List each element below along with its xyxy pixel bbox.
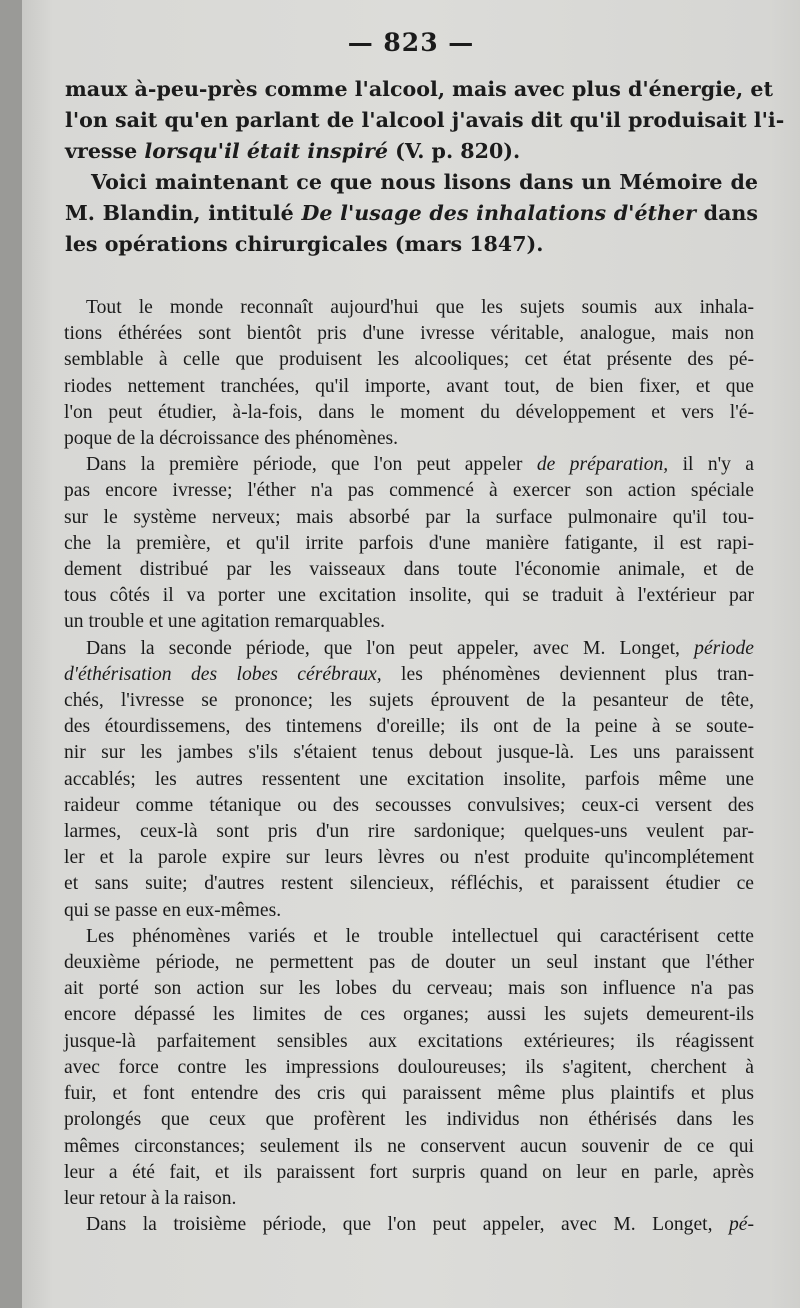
- text-line: M. Blandin, intitulé De l'usage des inhalations d'éther dans: [65, 201, 758, 225]
- italic-phrase: de préparation,: [536, 454, 669, 476]
- text-line: ait porté son action sur les lobes du cerveau; mais son influence n'a pas: [64, 978, 754, 1000]
- text-line: chés, l'ivresse se prononce; les sujets éprouvent de la pesanteur de tête,: [64, 690, 754, 712]
- text-line: prolongés que ceux que profèrent les individus non éthérisés dans les: [64, 1109, 754, 1131]
- text-line: accablés; les autres ressentent une excitation insolite, parfois même une: [64, 768, 754, 790]
- text-line: qui se passe en eux-mêmes.: [64, 899, 282, 921]
- italic-phrase: lorsqu'il était inspiré: [144, 139, 388, 163]
- text-line: les opérations chirurgicales (mars 1847).: [65, 232, 544, 256]
- text-line: Dans la troisième période, que l'on peut appeler, avec M. Longet, pé-: [86, 1214, 754, 1236]
- text-line: jusque-là parfaitement sensibles aux excitations extérieures; ils réagissent: [64, 1030, 754, 1052]
- text-line: encore dépassé les limites de ces organes; aussi les sujets demeurent-ils: [64, 1004, 754, 1026]
- text-line: semblable à celle que produisent les alcooliques; cet état présente des pé-: [64, 349, 754, 371]
- text-line: l'on sait qu'en parlant de l'alcool j'avais dit qu'il produisait l'i-: [65, 108, 785, 132]
- text-line: et sans suite; d'autres restent silencieux, réfléchis, et paraissent étudier ce: [64, 873, 754, 895]
- text-line: mêmes circonstances; seulement ils ne conservent aucun souvenir de ce qui: [64, 1135, 754, 1157]
- italic-phrase: d'éthérisation des lobes cérébraux,: [64, 663, 382, 685]
- intro-text: [65, 74, 785, 260]
- text-line: sur le système nerveux; mais absorbé par la surface pulmonaire qu'il tou-: [64, 506, 754, 528]
- text-line: che la première, et qu'il irrite parfois d'une manière fatigante, il est rapi-: [64, 532, 754, 554]
- italic-title: De l'usage des inhalations d'éther: [301, 201, 696, 225]
- text-line: leur a été fait, et ils paraissent fort surpris quand on leur en parle, après: [64, 1161, 754, 1183]
- text-line: tous côtés il va porter une excitation insolite, qui se traduit à l'extérieur par: [64, 585, 754, 607]
- italic-phrase: période: [694, 637, 754, 659]
- text-line: tions éthérées sont bientôt pris d'une ivresse véritable, analogue, mais non: [64, 323, 754, 345]
- text-line: maux à-peu-près comme l'alcool, mais avec plus d'énergie, et: [65, 77, 773, 101]
- italic-phrase: pé-: [728, 1214, 754, 1236]
- text-line: ler et la parole expire sur leurs lèvres ou n'est produite qu'incomplétement: [64, 847, 754, 869]
- text-line: un trouble et une agitation remarquables.: [64, 611, 386, 633]
- text-line: Dans la seconde période, que l'on peut appeler, avec M. Longet, période: [86, 637, 754, 659]
- page-number: — 823 —: [347, 28, 475, 57]
- text-line: leur retour à la raison.: [64, 1187, 237, 1209]
- text-line: Voici maintenant ce que nous lisons dans un Mémoire de: [91, 170, 758, 194]
- text-line: fuir, et font entendre des cris qui paraissent même plus plaintifs et plus: [64, 1083, 754, 1105]
- text-line: dement distribué par les vaisseaux dans toute l'économie animale, et de: [64, 559, 754, 581]
- text-line: poque de la décroissance des phénomènes.: [64, 428, 399, 450]
- text-line: Les phénomènes variés et le trouble intellectuel qui caractérisent cette: [86, 925, 754, 947]
- text-line: riodes nettement tranchées, qu'il importe, avant tout, de bien fixer, et que: [64, 375, 754, 397]
- quoted-passage: [64, 295, 754, 1238]
- text-line: l'on peut étudier, à-la-fois, dans le moment du développement et vers l'é-: [64, 401, 754, 423]
- text-line: Tout le monde reconnaît aujourd'hui que les sujets soumis aux inhala-: [86, 297, 754, 318]
- text-line: avec force contre les impressions douloureuses; ils s'agitent, cherchent à: [64, 1056, 754, 1078]
- text-line: vresse lorsqu'il était inspiré (V. p. 820).: [65, 139, 521, 163]
- text-line: raideur comme tétanique ou des secousses convulsives; ceux-ci versent des: [64, 794, 754, 816]
- text-line: pas encore ivresse; l'éther n'a pas commencé à exercer son action spéciale: [64, 480, 754, 502]
- text-line: nir sur les jambes s'ils s'étaient tenus debout jusque-là. Les uns paraissent: [64, 742, 754, 764]
- text-line: des étourdissemens, des tintemens d'oreille; ils ont de la peine à se soute-: [64, 716, 754, 738]
- text-line: Dans la première période, que l'on peut appeler de préparation, il n'y a: [86, 454, 754, 476]
- text-line: deuxième période, ne permettent pas de douter un seul instant que l'éther: [64, 952, 754, 974]
- book-page: [22, 0, 800, 1308]
- text-line: larmes, ceux-là sont pris d'un rire sardonique; quelques-uns veulent par-: [64, 821, 754, 843]
- text-line: d'éthérisation des lobes cérébraux, les phénomènes deviennent plus tran-: [64, 663, 755, 685]
